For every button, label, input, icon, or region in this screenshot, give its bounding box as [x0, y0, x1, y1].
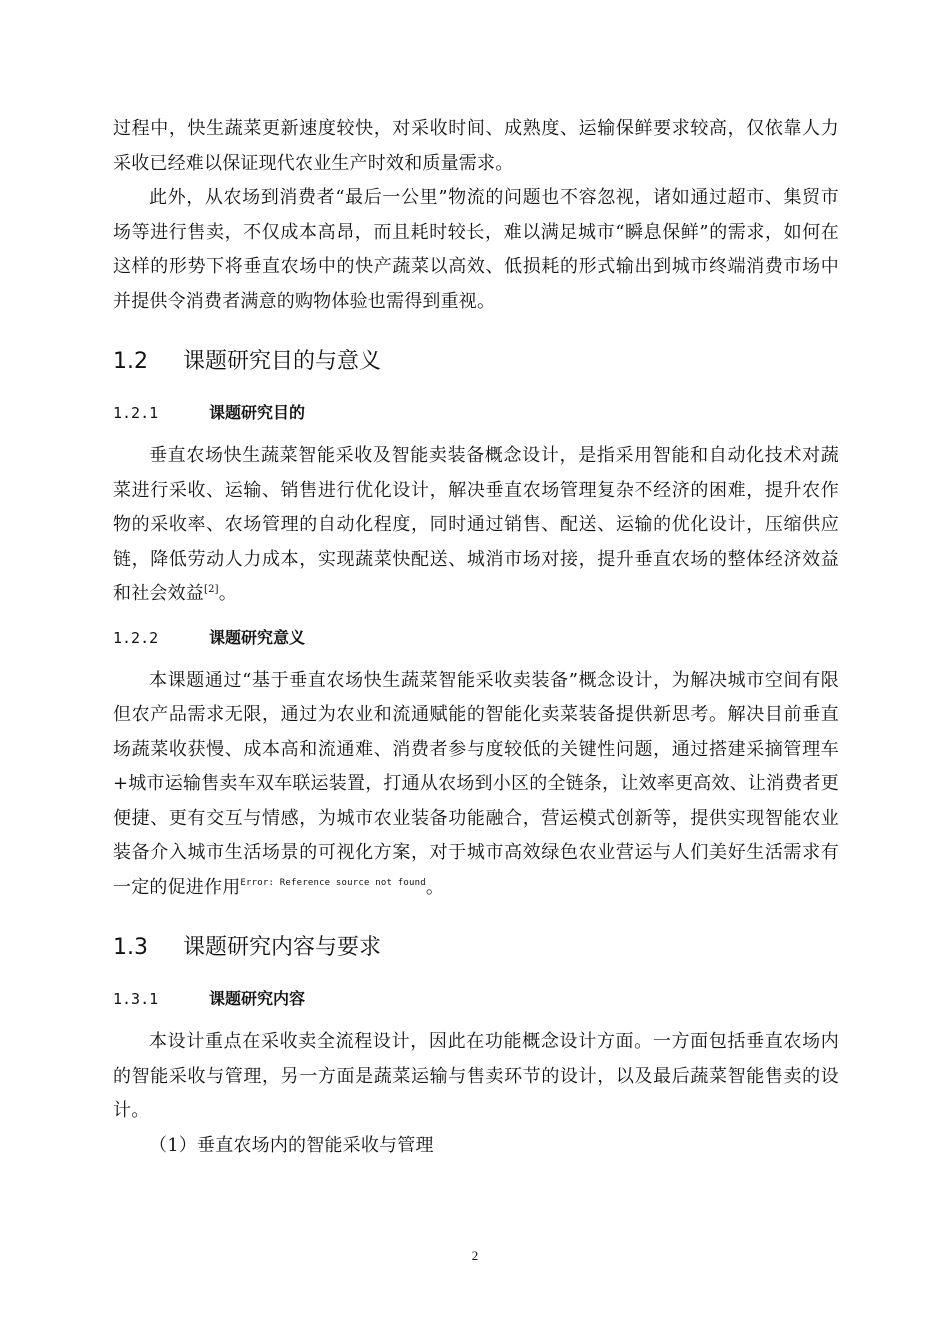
subsection-1-3-1-heading [113, 985, 839, 1013]
significance-text: 本课题通过“基于垂直农场快生蔬菜智能采收卖装备”概念设计，为解决城市空间有限但农产品需求无限，通过为农业和流通赋能的智能化卖菜装备提供新思考。解决目前垂直场蔬菜收获慢、成本高和流通难、消费者参与度较低的关键性问题，通过搭建采摘管理车+城市运输售卖车双车联运装置，打通从农场到小区的全链条，让效率更高效、让消费者更便捷、更有交互与情感，为城市农业装备功能融合，营运模式创新等，提供实现智能农业装备介入城市生活场景的可视化方案，对于城市高效绿色农业营运与人们美好生活需求有一定的促进作用 [113, 669, 839, 898]
reference-error[interactable]: Error: Reference source not found [240, 877, 426, 888]
subsection-1-2-1-heading [113, 399, 839, 427]
content-paragraph: 本设计重点在采收卖全流程设计，因此在功能概念设计方面。一方面包括垂直农场内的智能采收与管理，另一方面是蔬菜运输与售卖环节的设计，以及最后蔬菜智能售卖的设计。 [113, 1031, 839, 1121]
subsection-number: 1.2.2 [113, 628, 159, 647]
subsection-title: 课题研究目的 [209, 403, 306, 422]
section-1-3-heading [113, 931, 839, 965]
page-number: 2 [471, 1248, 479, 1263]
intro-paragraph-1: 过程中，快生蔬菜更新速度较快，对采收时间、成熟度、运输保鲜要求较高，仅依靠人力采收已经难以保证现代农业生产时效和质量需求。 [113, 118, 839, 174]
purpose-text: 垂直农场快生蔬菜智能采收及智能卖装备概念设计，是指采用智能和自动化技术对蔬菜进行采收、运输、销售进行优化设计，解决垂直农场管理复杂不经济的困难，提升农作物的采收率、农场管理的自动化程度，同时通过销售、配送、运输的优化设计，压缩供应链，降低劳动人力成本，实现蔬菜快配送、城消市场对接，提升垂直农场的整体经济效益和社会效益 [113, 445, 839, 604]
period: 。 [218, 583, 237, 604]
document-page [113, 112, 839, 1163]
section-number: 1.2 [113, 349, 148, 374]
citation-ref[interactable]: [2] [204, 584, 219, 595]
section-title: 课题研究目的与意义 [183, 349, 382, 374]
subsection-number: 1.2.1 [113, 404, 159, 422]
intro-paragraph-2: 此外，从农场到消费者“最后一公里”物流的问题也不容忽视，诸如通过超市、集贸市场等进行售卖，不仅成本高昂，而且耗时较长，难以满足城市“瞬息保鲜”的需求，如何在这样的形势下将垂直农场中的快产蔬菜以高效、低损耗的形式输出到城市终端消费市场中并提供令消费者满意的购物体验也需得到重视。 [113, 187, 839, 312]
subsection-title: 课题研究意义 [209, 627, 306, 647]
content-list-item-1: （1）垂直农场内的智能采收与管理 [149, 1134, 434, 1156]
subsection-1-2-2-heading [113, 624, 839, 652]
period: 。 [425, 876, 445, 898]
section-title: 课题研究内容与要求 [183, 935, 382, 960]
section-1-2-heading [113, 345, 839, 379]
subsection-number: 1.3.1 [113, 990, 159, 1008]
purpose-paragraph [113, 439, 839, 612]
section-number: 1.3 [113, 935, 148, 960]
subsection-title: 课题研究内容 [209, 989, 306, 1008]
significance-paragraph [113, 664, 839, 906]
